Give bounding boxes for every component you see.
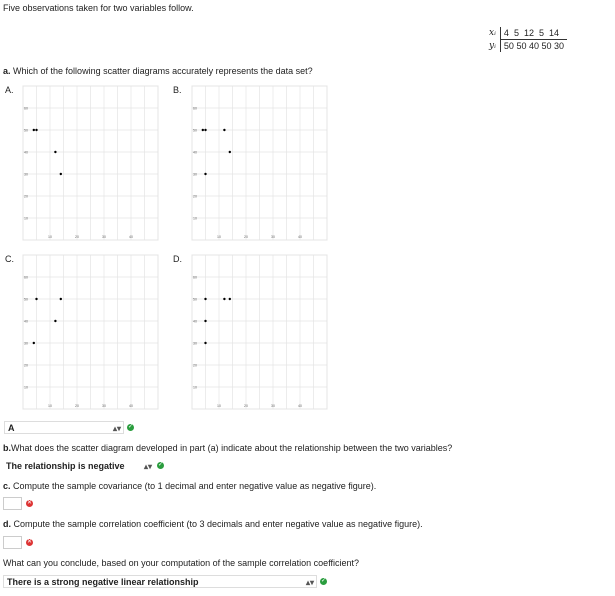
y-tick-label: 40 [24,150,28,155]
y-tick-label: 30 [24,341,28,346]
x-tick-label: 30 [102,404,106,408]
y-tick-label: 60 [193,275,197,280]
y-tick-label: 40 [193,319,197,324]
y-tick-label: 60 [24,106,28,111]
x-tick-label: 20 [244,404,248,408]
y-tick-label: 30 [193,172,197,177]
part-d-question: d. Compute the sample correlation coefficient (to 3 decimals and enter negative value as negative figure). [3,519,423,529]
scatter-point [204,298,206,300]
x-label: xᵢ [486,27,500,40]
scatter-plot-a [15,84,160,244]
conclusion-answer-select[interactable]: There is a strong negative linear relationship ▴▾ [3,575,317,588]
y-tick-label: 50 [193,297,197,302]
y-tick-label: 50 [193,128,197,133]
y-tick-label: 20 [24,363,28,368]
correlation-input[interactable] [3,536,22,549]
y-values: 50 50 40 50 30 [503,41,565,51]
scatter-point [223,129,225,131]
x-tick-label: 40 [129,235,133,239]
y-tick-label: 30 [193,341,197,346]
x-tick-label: 30 [271,404,275,408]
x-tick-label: 10 [217,235,221,239]
check-icon: ✓ [320,578,327,584]
intro-text: Five observations taken for two variables follow. [3,3,194,13]
scatter-point [33,342,35,344]
part-a-question: a. Which of the following scatter diagrams accurately represents the data set? [3,66,313,76]
scatter-point [223,298,225,300]
scatter-point [204,320,206,322]
x-tick-label: 10 [48,235,52,239]
scatter-point [54,320,56,322]
covariance-input[interactable] [3,497,22,510]
y-tick-label: 50 [24,128,28,133]
x-tick-label: 40 [298,404,302,408]
x-tick-label: 20 [244,235,248,239]
y-tick-label: 10 [24,385,28,390]
option-d-label[interactable]: D. [173,254,182,264]
part-c-question: c. Compute the sample covariance (to 1 decimal and enter negative value as negative figure). [3,481,377,491]
option-a-label[interactable]: A. [5,85,14,95]
y-tick-label: 20 [193,194,197,199]
scatter-point [35,298,37,300]
part-a-answer-select[interactable]: A ▴▾ [4,421,124,434]
part-b-answer-select[interactable]: The relationship is negative ▴▾ [2,459,154,472]
x-tick-label: 20 [75,235,79,239]
y-tick-label: 20 [24,194,28,199]
scatter-point [204,173,206,175]
scatter-plot-b [184,84,329,244]
scatter-point [54,151,56,153]
y-tick-label: 60 [24,275,28,280]
y-tick-label: 10 [193,385,197,390]
y-tick-label: 10 [193,216,197,221]
updown-arrows-icon: ▴▾ [112,424,121,433]
observation-table [486,27,567,52]
scatter-point [33,129,35,131]
scatter-point [204,129,206,131]
x-values: 4 5 12 5 14 [500,27,567,40]
check-icon: ✓ [157,462,164,468]
x-tick-label: 30 [271,235,275,239]
scatter-point [60,298,62,300]
y-tick-label: 40 [193,150,197,155]
scatter-point [229,298,231,300]
option-b-label[interactable]: B. [173,85,182,95]
check-icon: ✓ [127,424,134,430]
x-tick-label: 10 [217,404,221,408]
y-tick-label: 30 [24,172,28,177]
y-tick-label: 60 [193,106,197,111]
scatter-point [60,173,62,175]
scatter-point [202,129,204,131]
updown-arrows-icon: ▴▾ [305,578,314,587]
x-tick-label: 40 [129,404,133,408]
x-tick-label: 20 [75,404,79,408]
error-icon: ✕ [26,500,33,506]
option-c-label[interactable]: C. [5,254,14,264]
x-tick-label: 30 [102,235,106,239]
x-tick-label: 10 [48,404,52,408]
scatter-point [35,129,37,131]
y-label: yᵢ [486,40,500,53]
scatter-plot-c [15,253,160,413]
y-tick-label: 10 [24,216,28,221]
x-tick-label: 40 [298,235,302,239]
part-b-question: b.What does the scatter diagram developed in part (a) indicate about the relationship between the two variables? [3,443,453,453]
y-tick-label: 20 [193,363,197,368]
y-tick-label: 40 [24,319,28,324]
updown-arrows-icon: ▴▾ [143,462,152,471]
scatter-point [204,342,206,344]
conclusion-question: What can you conclude, based on your computation of the sample correlation coefficient? [3,558,360,568]
y-tick-label: 50 [24,297,28,302]
error-icon: ✕ [26,539,33,545]
scatter-point [229,151,231,153]
scatter-plot-d [184,253,329,413]
